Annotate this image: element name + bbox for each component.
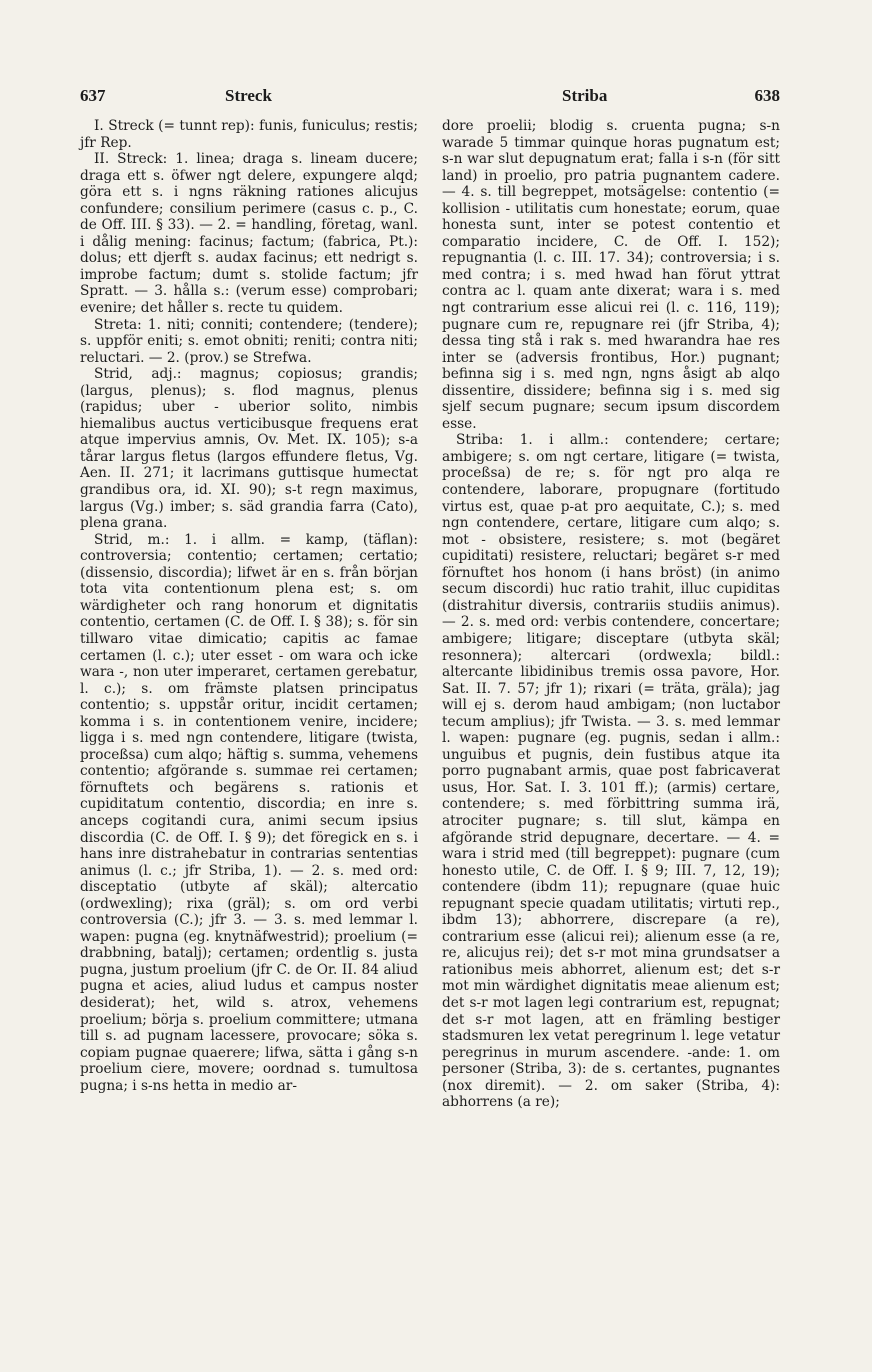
page-number-left: 637: [80, 86, 106, 105]
running-headword-left: Streck: [225, 86, 272, 105]
entry-strid-m: Strid, m.: 1. i allm. = kamp, (täflan): controversia; contentio; certamen; certatio; (dissensio, discordia); lifwet är en s. från början tota vita contentionum plena est; s. om wärdigheter och rang honorum et dignitatis contentio, certamen (C. de Off. I. § 38); s. för sin tillwaro vitae dimicatio; capitis ac famae certamen (l. c.); uter esset - om wara och icke wara -, non uter imperaret, certamen gerebatur, l. c.); s. om främste platsen principatus contentio; s. uppstår oritur, incidit certamen; komma i s. in contentionem venire, incidere; ligga i s. med ngn contendere, litigare (twista, proceßsa) cum alqo; häftig s. summa, vehemens contentio; afgörande s. summae rei certamen; förnuftets och begärens s. rationis et cupiditatum contentio, discordia; en inre s. anceps cogitandi cura, animi secum ipsius discordia (C. de Off. I. § 9); det föregick en s. i hans inre distrahebatur in contrarias sententias animus (l. c.; jfr Striba, 1). — 2. s. med ord: disceptatio (utbyte af skäl); altercatio (ordwexling); rixa (gräl); s. om ord verbi controversia (C.); jfr 3. — 3. s. med lemmar l. wapen: pugna (eg. knytnäfwestrid); proelium (= drabbning, batalj); certamen; ordentlig s. justa pugna, justum proelium (jfr C. de Or. II. 84 aliud pugna et acies, aliud ludus et campus noster desiderat); het, wild s. atrox, vehemens proelium; börja s. proelium committere; utmana till s. ad pugnam lacessere, provocare; söka s. copiam pugnae quaerere; lifwa, sätta i gång s-n proelium ciere, movere; oordnad s. tumultosa pugna; i s-ns hetta in medio ar-: [80, 531, 418, 1094]
left-column: [80, 118, 418, 1094]
entry-strid-adj: Strid, adj.: magnus; copiosus; grandis; (largus, plenus); s. flod magnus, plenus (rapidus; uber - uberior solito, nimbis hiemalibus auctus verticibusque frequens erat atque impervius amnis, Ov. Met. IX. 105); s-a tårar largus fletus (largos effundere fletus, Vg. Aen. II. 271; it lacrimans guttisque humectat grandibus ora, id. XI. 90); s-t regn maximus, largus (Vg.) imber; s. säd grandia farra (Cato), plena grana.: [80, 366, 418, 532]
entry-striba: Striba: 1. i allm.: contendere; certare; ambigere; s. om ngt certare, litigare (= twista, proceßsa) de re; s. för ngt pro alqa re contendere, laborare, propugnare (fortitudo virtus est, quae p-at pro aequitate, C.); s. med ngn contendere, certare, litigare cum alqo; s. mot - obsistere, resistere; s. mot (begäret cupiditati) resistere, reluctari; begäret s-r med förnuftet hos honom (i hans bröst) (in animo secum discordi) huc ratio trahit, illuc cupiditas (distrahitur diversis, contrariis studiis animus). — 2. s. med ord: verbis contendere, concertare; ambigere; litigare; disceptare (utbyta skäl; resonnera); altercari (ordwexla; bildl.: altercante libidinibus tremis ossa pavore, Hor. Sat. II. 7. 57; jfr 1); rixari (= träta, gräla); jag will ej s. derom haud ambigam; (non luctabor tecum amplius); jfr Twista. — 3. s. med lemmar l. wapen: pugnare (eg. pugnis, sedan i allm.: unguibus et pugnis, dein fustibus atque ita porro pugnabant armis, quae post fabricaverat usus, Hor. Sat. I. 3. 101 ff.); (armis) certare, contendere; s. med förbittring summa irä, atrociter pugnare; s. till slut, kämpa en afgörande strid depugnare, decertare. — 4. = wara i strid med (till begreppet): pugnare (cum honesto utile, C. de Off. I. § 9; III. 7, 12, 19); contendere (ibdm 11); repugnare (quae huic repugnant specie quadam utilitatis; virtuti rep., ibdm 13); abhorrere, discrepare (a re), contrarium esse (alicui rei); alienum esse (a re, re, alicujus rei); det s-r mot mina grundsatser a rationibus meis abhorret, alienum est; det s-r mot min wärdighet dignitatis meae alienum est; det s-r mot lagen legi contrarium est, repugnat; det s-r mot lagen, att en främling bestiger stadsmuren lex vetat peregrinum l. lege vetatur peregrinus in murum ascendere. -ande: 1. om personer (Striba, 3): de s. certantes, pugnantes (nox diremit). — 2. om saker (Striba, 4): abhorrens (a re);: [442, 432, 780, 1111]
page-number-right: 638: [754, 86, 780, 105]
right-column: [442, 118, 780, 1111]
entry-streck-1: I. Streck (= tunnt rep): funis, funiculus; restis; jfr Rep.: [80, 118, 418, 151]
entry-streta: Streta: 1. niti; conniti; contendere; (tendere); s. uppför eniti; s. emot obniti; reniti; contra niti; reluctari. — 2. (prov.) se Strefwa.: [80, 316, 418, 366]
entry-streck-2: II. Streck: 1. linea; draga s. lineam ducere; draga ett s. öfwer ngt delere, expungere alqd; göra ett s. i ngns räkning rationes alicujus confundere; consilium perimere (casus c. p., C. de Off. III. § 33). — 2. = handling, företag, wanl. i dålig mening: facinus; factum; (fabrica, Pt.): dolus; ett djerft s. audax facinus; ett nedrigt s. improbe factum; dumt s. stolide factum; jfr Spratt. — 3. hålla s.: (verum esse) comprobari; evenire; det håller s. recte tu quidem.: [80, 151, 418, 317]
page-header: [80, 86, 780, 108]
entry-strid-m-continued: dore proelii; blodig s. cruenta pugna; s-n warade 5 timmar quinque horas pugnatum est; s-n war slut depugnatum erat; falla i s-n (för sitt land) in proelio, pro patria pugnantem cadere. — 4. s. till begreppet, motsägelse: contentio (= kollision - utilitatis cum honestate; eorum, quae honesta sunt, inter se potest contentio et comparatio incidere, C. de Off. I. 152); repugnantia (l. c. III. 17. 34); controversia; i s. med contra; i s. med hwad han förut yttrat contra ac l. quam ante dixerat; wara i s. med ngt contrarium esse alicui rei (l. c. 116, 119); pugnare cum re, repugnare rei (jfr Striba, 4); dessa ting stå i rak s. med hwarandra hae res inter se (adversis frontibus, Hor.) pugnant; befinna sig i s. med ngn, ngns åsigt ab alqo dissentire, dissidere; befinna sig i s. med sig sjelf secum pugnare; secum ipsum discordem esse.: [442, 118, 780, 432]
running-headword-right: Striba: [562, 86, 608, 105]
